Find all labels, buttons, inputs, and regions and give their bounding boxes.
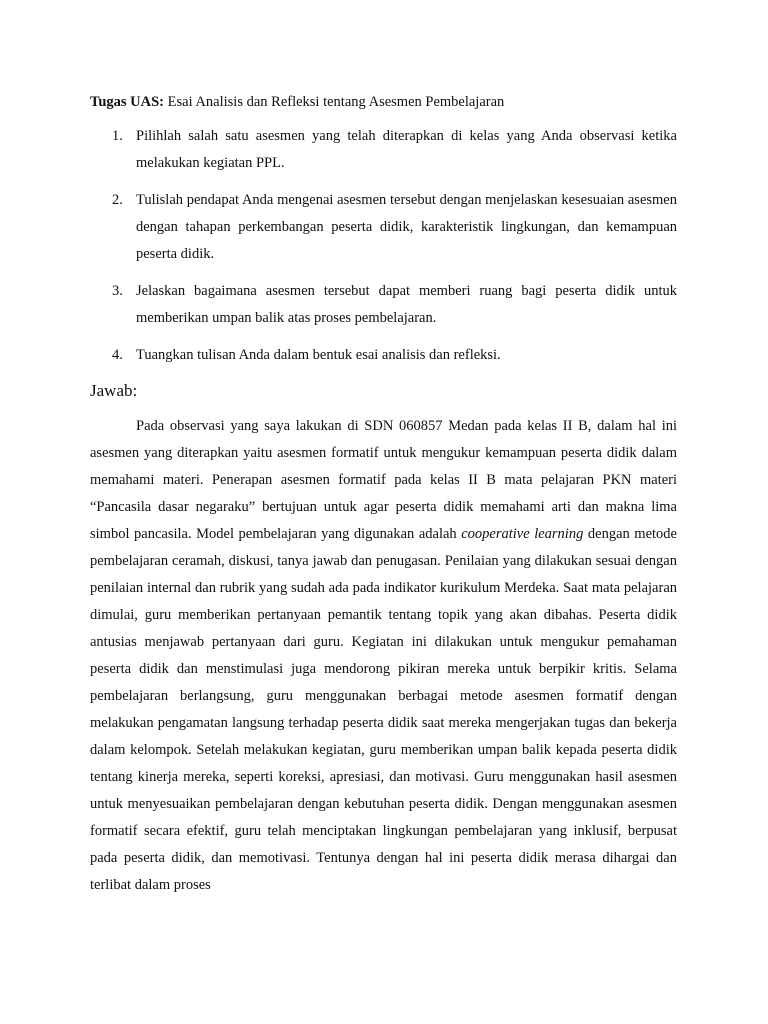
answer-title: Jawab: [90, 381, 138, 400]
answer-italic-term: cooperative learning [461, 526, 584, 542]
question-number: 3. [112, 283, 123, 299]
question-item [90, 342, 677, 369]
question-list [90, 123, 677, 369]
question-item [90, 278, 677, 332]
question-number: 2. [112, 192, 123, 208]
question-text: Jelaskan bagaimana asesmen tersebut dapat memberi ruang bagi peserta didik untuk memberikan umpan balik atas proses pembelajaran. [136, 283, 677, 326]
question-item [90, 123, 677, 177]
document-page [90, 92, 677, 899]
answer-text-part2: dengan metode pembelajaran ceramah, diskusi, tanya jawab dan penugasan. Penilaian yang dilakukan sesuai dengan penilaian internal dan rubrik yang sudah ada pada indikator kurikulum Merdeka. Saat mata pelajaran dimulai, guru memberikan pertanyaan pemantik tentang topik yang akan dibahas. Peserta didik antusias menjawab pertanyaan dari guru. Kegiatan ini dilakukan untuk mengukur pemahaman peserta didik dan menstimulasi juga mendorong pikiran mereka untuk berpikir kritis. Selama pembelajaran berlangsung, guru menggunakan berbagai metode asesmen formatif dengan melakukan pengamatan langsung terhadap peserta didik saat mereka mengerjakan tugas dan bekerja dalam kelompok. Setelah melakukan kegiatan, guru memberikan umpan balik kepada peserta didik tentang kinerja mereka, seperti koreksi, apresiasi, dan motivasi. Guru menggunakan hasil asesmen untuk menyesuaikan pembelajaran dengan kebutuhan peserta didik. Dengan menggunakan asesmen formatif secara efektif, guru telah menciptakan lingkungan pembelajaran yang inklusif, berpusat pada peserta didik, dan memotivasi. Tentunya dengan hal ini peserta didik merasa dihargai dan terlibat dalam proses [90, 526, 677, 893]
heading-title: Esai Analisis dan Refleksi tentang Asesmen Pembelajaran [164, 94, 505, 110]
question-text: Tulislah pendapat Anda mengenai asesmen tersebut dengan menjelaskan kesesuaian asesmen dengan tahapan perkembangan peserta didik, karakteristik lingkungan, dan kemampuan peserta didik. [136, 192, 677, 262]
question-item [90, 187, 677, 268]
question-text: Pilihlah salah satu asesmen yang telah diterapkan di kelas yang Anda observasi ketika melakukan kegiatan PPL. [136, 128, 677, 171]
heading-label: Tugas UAS: [90, 94, 165, 110]
assignment-heading [90, 92, 677, 112]
answer-paragraph [90, 413, 677, 899]
question-text: Tuangkan tulisan Anda dalam bentuk esai analisis dan refleksi. [136, 347, 501, 363]
question-number: 1. [112, 128, 123, 144]
question-number: 4. [112, 347, 123, 363]
answer-text-part1: Pada observasi yang saya lakukan di SDN 060857 Medan pada kelas II B, dalam hal ini asesmen yang diterapkan yaitu asesmen formatif untuk mengukur kemampuan peserta didik dalam memahami materi. Penerapan asesmen formatif pada kelas II B mata pelajaran PKN materi “Pancasila dasar negaraku” bertujuan untuk agar peserta didik memahami arti dan makna lima simbol pancasila. Model pembelajaran yang digunakan adalah [90, 418, 677, 542]
